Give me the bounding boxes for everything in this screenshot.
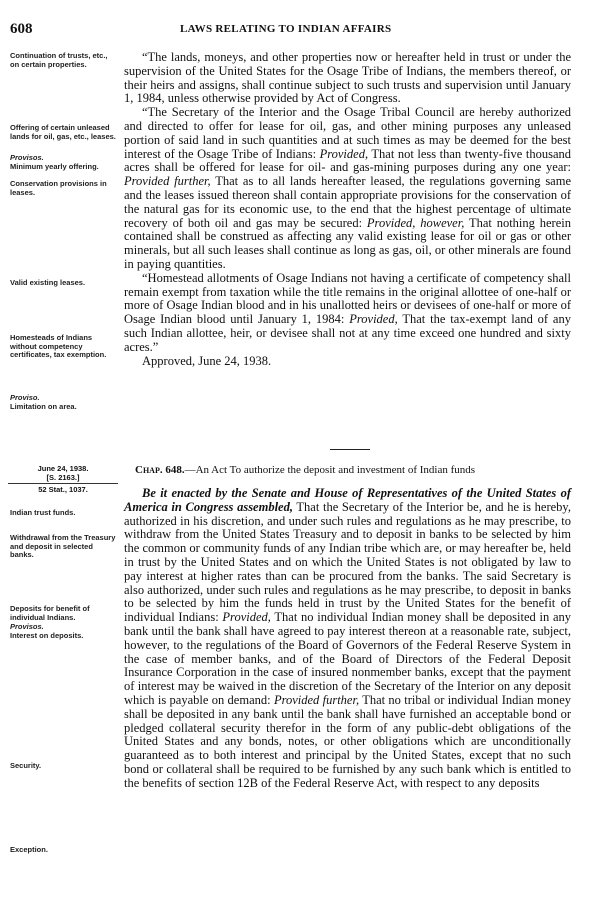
text-span: “Homestead allotments of Osage Indians not having a certificate of competency shall remain exempt from taxation while the title remains in the original allottee of one-half or more of Osage Indian blood and in his unallotted heirs or devisees of one-half or more of Osage Indian blood until January 1, 1984: — [124, 270, 571, 327]
proviso-term: Provided further, — [124, 174, 211, 189]
section-text-trust-funds — [124, 487, 571, 791]
section-text-osage — [124, 51, 571, 368]
chapter-title: —An Act To authorize the deposit and investment of Indian funds — [184, 464, 476, 476]
paragraph-enacting — [124, 487, 571, 791]
proviso-term: Provided, — [349, 312, 398, 327]
margin-note-head: Proviso. — [10, 393, 40, 402]
text-span: That no tribal or individual Indian money shall be deposited in any bank until the bank shall have furnished an acceptable bond or pledged collateral security therefor in the form of any public-debt obligations of the United States and any bonds, notes, or other obligations which are unconditionally guaranteed as to both interest and principal by the United States, except that no such bond or collateral shall be required to be furnished by any such bank which is entitled to the benefits of section 12B of the Federal Reserve Act, with respect to any deposits — [124, 692, 571, 790]
citation-date: June 24, 1938. — [37, 464, 89, 473]
margin-note-exception: Exception. — [10, 845, 48, 854]
margin-note-text: Limitation on area. — [10, 401, 77, 411]
margin-note-provisos-interest — [10, 623, 116, 640]
margin-note-provisos — [10, 154, 116, 171]
margin-note-deposits: Deposits for benefit of individual Indians. — [10, 604, 90, 622]
proviso-term: Provided, however, — [366, 215, 465, 230]
text-span: That no individual Indian money shall be deposited in any bank until the bank shall have agreed to pay interest thereon at a reasonable rate, subject, however, to the regulations of the Board of Governors of the Federal Reserve System in the case of member banks, and of the Board of Directors of the Federal Deposit Insurance Corporation in the case of insured nonmember banks, except that the payment of interest may be waived in the discretion of the Secretary of the Interior on any deposit which is payable on demand: — [124, 610, 571, 707]
margin-note-continuation: Continuation of trusts, etc., on certain properties. — [10, 51, 108, 69]
margin-note-text: Interest on deposits. — [10, 630, 84, 640]
section-divider — [330, 449, 370, 450]
paragraph-homesteads — [124, 272, 571, 355]
text-span: That the Secretary of the Interior be, and he is hereby, authorized in his discretion, and under such rules and regulations as he may prescribe, to withdraw from the United States Treasury and to deposit in banks to be selected by him the common or community funds of any Indian tribe which are, or may hereafter be, held in trust by the United States and on which the United States is not obligated by law to pay interest at higher rates than can be procured from the banks. The said Secretary is also authorized, under such rules and regulations as he may prescribe, to deposit in banks to be selected by him the funds held in trust by the United States for the benefit of individual Indians: — [124, 499, 571, 625]
text-span: That nothing herein contained shall be construed as affecting any valid existing lease for oil or gas or other minerals, but all such leases shall continue as long as gas, oil, or other minerals are found in paying quantities. — [124, 215, 571, 271]
chapter-heading — [135, 464, 575, 476]
enacting-clause: Be it enacted by the Senate and House of Representatives of the United States of America in Congress assembled, — [124, 486, 571, 514]
text-span: That not less than twenty-five thousand acres shall be offered for lease for oil- and gas-mining purposes during any one year: — [124, 146, 571, 175]
proviso-term: Provided further, — [273, 692, 360, 707]
running-head: LAWS RELATING TO INDIAN AFFAIRS — [180, 23, 392, 35]
margin-note-head: Provisos. — [10, 153, 44, 162]
page-number: 608 — [10, 21, 33, 37]
proviso-term: Provided, — [319, 146, 369, 161]
text-span: “The Secretary of the Interior and the Osage Tribal Council are hereby authorized and directed to offer for lease for oil, gas, and other mining purposes any unleased portion of said land in such quantities and at such times as may be deemed for the best interest of the Osage Tribe of Indians: — [124, 105, 571, 161]
citation-bill: [S. 2163.] — [46, 473, 80, 482]
citation-rule — [8, 483, 118, 484]
margin-note-withdrawal: Withdrawal from the Treasury and deposit in selected banks. — [10, 533, 116, 559]
margin-note-proviso — [10, 394, 116, 411]
margin-note-conservation: Conservation provisions in leases. — [10, 179, 107, 197]
citation-statute: 52 Stat., 1037. — [38, 485, 88, 494]
approval-line: Approved, June 24, 1938. — [142, 353, 272, 368]
margin-note-valid-leases: Valid existing leases. — [10, 278, 86, 287]
proviso-term: Provided, — [222, 610, 271, 625]
citation-box — [8, 464, 118, 494]
margin-note-text: Minimum yearly offering. — [10, 161, 99, 171]
margin-note-head: Provisos. — [10, 622, 44, 631]
text-span: That the tax-exempt land of any such Indian allottee, heir, or devisee shall not at any time exceed one hundred and sixty acres.” — [124, 312, 571, 354]
text-span: That as to all lands hereafter leased, the regulations governing same and the leases issued thereon shall contain appropriate provisions for the conservation of the natural gas for its economic use, to the end that the highest percentage of ultimate recovery of both oil and gas may be secured: — [124, 174, 571, 230]
paragraph-trusts: “The lands, moneys, and other properties now or hereafter held in trust or under the supervision of the United States for the Osage Tribe of Indians, the members thereof, or their heirs and assigns, shall continue subject to such trusts and supervision until January 1, 1984, unless otherwise provided by Act of Congress. — [124, 50, 571, 106]
margin-note-homesteads: Homesteads of Indians without competency certificates, tax exemption. — [10, 333, 107, 359]
margin-note-security: Security. — [10, 761, 42, 770]
paragraph-leasing — [124, 106, 571, 272]
chapter-label: Chap. 648. — [135, 464, 185, 476]
margin-note-offering: Offering of certain unleased lands for oil, gas, etc., leases. — [10, 123, 116, 141]
margin-note-trust-funds: Indian trust funds. — [10, 508, 76, 517]
